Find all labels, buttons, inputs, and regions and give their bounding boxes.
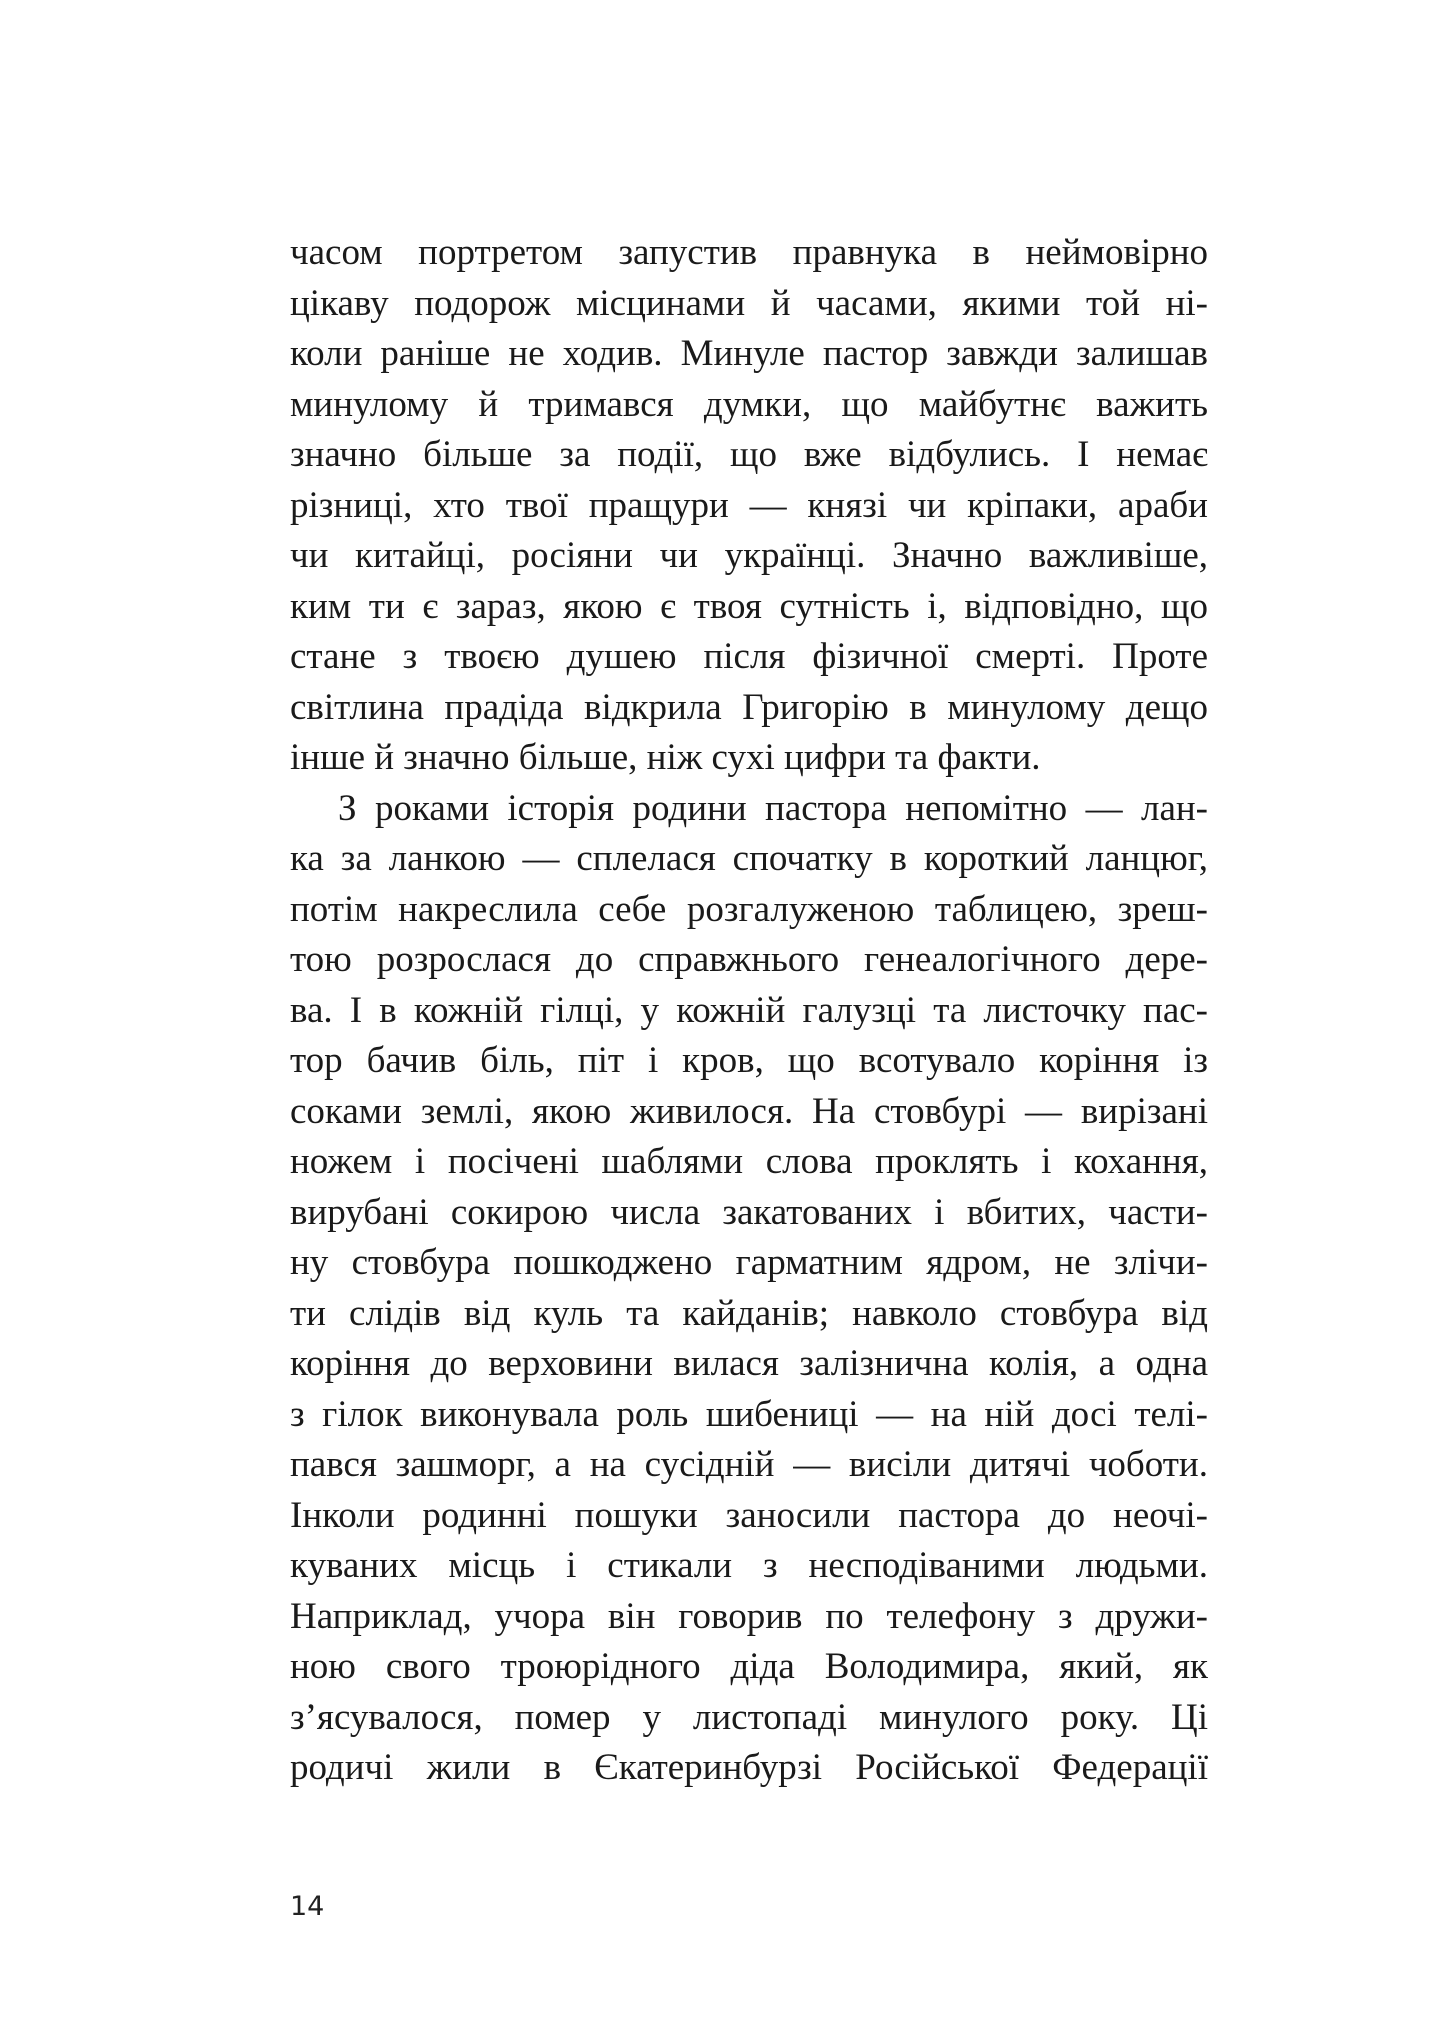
text-line: тор бачив біль, піт і кров, що всотувало коріння із [290,1040,1208,1081]
text-line: пався зашморг, а на сусідній — висіли дитячі чоботи. [290,1444,1208,1485]
body-text [290,228,1208,1794]
text-line: чи китайці, росіяни чи українці. Значно важливіше, [290,535,1208,576]
text-line: ною свого троюрідного діда Володимира, який, як [290,1646,1208,1687]
text-line: ножем і посічені шаблями слова проклять і кохання, [290,1141,1208,1182]
text-line: коли раніше не ходив. Минуле пастор завжди залишав [290,333,1208,374]
page-number: 14 [290,1891,325,1922]
text-line: значно більше за події, що вже відбулись. І немає [290,434,1208,475]
text-line: тою розрослася до справжнього генеалогічного дере- [290,939,1208,980]
text-line: ну стовбура пошкоджено гарматним ядром, не злічи- [290,1242,1208,1283]
text-line: ва. І в кожній гілці, у кожній галузці та листочку пас- [290,989,1208,1031]
text-line: світлина прадіда відкрила Григорію в минулому дещо [290,686,1208,728]
text-line: вирубані сокирою числа закатованих і вбитих, части- [290,1191,1208,1233]
text-line: часом портретом запустив правнука в неймовірно [290,232,1208,273]
text-line: Інколи родинні пошуки заносили пастора до неочі- [290,1494,1208,1536]
text-line: стане з твоєю душею після фізичної смерті. Проте [290,636,1208,677]
text-line: куваних місць і стикали з несподіваними людьми. [290,1545,1208,1586]
text-line: цікаву подорож місцинами й часами, якими той ні- [290,282,1208,324]
text-line: ким ти є зараз, якою є твоя сутність і, відповідно, що [290,585,1208,627]
text-line: Наприклад, учора він говорив по телефону з дружи- [290,1595,1208,1637]
text-line: ка за ланкою — сплелася спочатку в короткий ланцюг, [290,838,1208,879]
text-line: з’ясувалося, помер у листопаді минулого року. Ці [290,1696,1208,1738]
text-line: різниці, хто твої пращури — князі чи кріпаки, араби [290,484,1208,526]
text-line: родичі жили в Єкатеринбурзі Російської Федерації [290,1747,1208,1788]
text-line: потім накреслила себе розгалуженою таблицею, зреш- [290,888,1208,930]
text-line: минулому й тримався думки, що майбутнє важить [290,383,1208,425]
text-line: ти слідів від куль та кайданів; навколо стовбура від [290,1292,1208,1334]
text-line: коріння до верховини вилася залізнична колія, а одна [290,1343,1208,1384]
text-line: соками землі, якою живилося. На стовбурі — вирізані [290,1090,1208,1132]
paragraph-first-line: З роками історія родини пастора непомітно — лан- [338,787,1208,829]
text-line: інше й значно більше, ніж сухі цифри та факти. [290,737,1041,778]
text-line: з гілок виконувала роль шибениці — на ній досі телі- [290,1393,1208,1435]
